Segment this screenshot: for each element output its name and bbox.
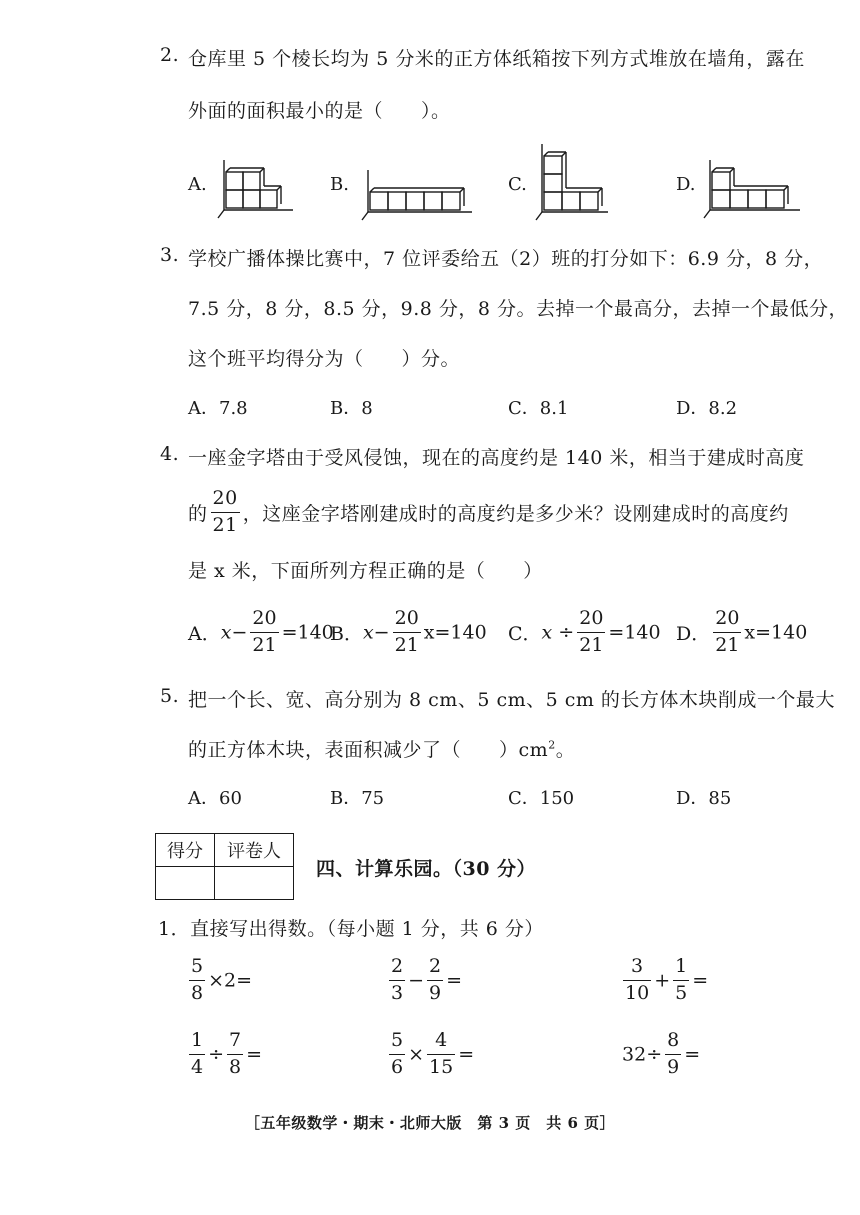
page-footer: ［五年级数学・期末・北师大版 第 3 页 共 6 页］: [244, 1114, 616, 1132]
calc-item-5: $\frac{5}{6}$ × $\frac{4}{15}$ =: [391, 1029, 475, 1078]
q4-option-b[interactable]: B．x− $\frac{20}{21}$ x=140: [330, 607, 487, 656]
q2-figure-a: [218, 158, 298, 220]
q3-line1: 学校广播体操比赛中，7 位评委给五（2）班的打分如下：6.9 分，8 分，: [188, 248, 824, 270]
calc-item-3: $\frac{3}{10}$ + $\frac{1}{5}$ =: [625, 955, 709, 1004]
q3-option-c[interactable]: C．8.1: [508, 398, 569, 419]
q3-option-b[interactable]: B．8: [330, 398, 373, 419]
q4-option-c[interactable]: C．x ÷ $\frac{20}{21}$ =140: [508, 607, 661, 656]
section-4-title: 四、计算乐园。（30 分）: [316, 858, 537, 880]
q4-line1: 一座金字塔由于受风侵蚀，现在的高度约是 140 米，相当于建成时高度: [188, 447, 805, 469]
q2-option-a-label[interactable]: A.: [188, 174, 207, 195]
score-box: [155, 833, 294, 900]
q2-figure-b: [362, 170, 474, 220]
calc-item-6: 32÷ $\frac{8}{9}$ =: [622, 1029, 701, 1078]
score-header: 得分: [156, 834, 215, 867]
q4-fraction: $\frac{20}{21}$: [212, 487, 238, 536]
q5-number: 5.: [160, 685, 180, 707]
q4-line3: 是 x 米，下面所列方程正确的是（ ）: [188, 560, 543, 582]
q4-line2: 的 $\frac{20}{21}$ ，这座金字塔刚建成时的高度约是多少米？设刚建成时的高度约: [188, 487, 789, 536]
q2-number: 2.: [160, 44, 180, 66]
calc-item-1: $\frac{5}{8}$ ×2=: [191, 955, 253, 1004]
q5-line1: 把一个长、宽、高分别为 8 cm、5 cm、5 cm 的长方体木块削成一个最大: [188, 689, 835, 711]
q4-number: 4.: [160, 443, 180, 465]
q2-option-b-label[interactable]: B.: [330, 174, 349, 195]
subquestion-1-title: 1．直接写出得数。（每小题 1 分，共 6 分）: [158, 918, 544, 940]
q2-option-d-label[interactable]: D.: [676, 174, 696, 195]
q2-line2: 外面的面积最小的是（ ）。: [188, 100, 451, 122]
q2-figure-d: [704, 158, 804, 220]
q3-number: 3.: [160, 244, 180, 266]
q5-option-a[interactable]: A．60: [188, 788, 242, 809]
q3-line3: 这个班平均得分为（ ）分。: [188, 348, 461, 370]
q5-option-c[interactable]: C．150: [508, 788, 575, 809]
q4-option-a[interactable]: A．x− $\frac{20}{21}$ =140: [188, 607, 334, 656]
grader-header: 评卷人: [215, 834, 294, 867]
q4-option-d[interactable]: D． $\frac{20}{21}$ x=140: [676, 607, 808, 656]
q3-option-a[interactable]: A．7.8: [188, 398, 248, 419]
q5-option-b[interactable]: B．75: [330, 788, 385, 809]
calc-item-4: $\frac{1}{4}$ ÷ $\frac{7}{8}$ =: [191, 1029, 263, 1078]
grader-cell[interactable]: [215, 867, 294, 900]
q3-line2: 7.5 分，8 分，8.5 分，9.8 分，8 分。去掉一个最高分，去掉一个最低分，: [188, 298, 849, 320]
q2-option-c-label[interactable]: C.: [508, 174, 527, 195]
q5-line2: 的正方体木块，表面积减少了（ ）$cm^2$。: [188, 738, 576, 761]
q5-option-d[interactable]: D．85: [676, 788, 732, 809]
q3-option-d[interactable]: D．8.2: [676, 398, 738, 419]
q2-figure-c: [536, 144, 616, 220]
q2-line1: 仓库里 5 个棱长均为 5 分米的正方体纸箱按下列方式堆放在墙角，露在: [188, 48, 805, 70]
score-cell[interactable]: [156, 867, 215, 900]
calc-item-2: $\frac{2}{3}$ − $\frac{2}{9}$ =: [391, 955, 463, 1004]
